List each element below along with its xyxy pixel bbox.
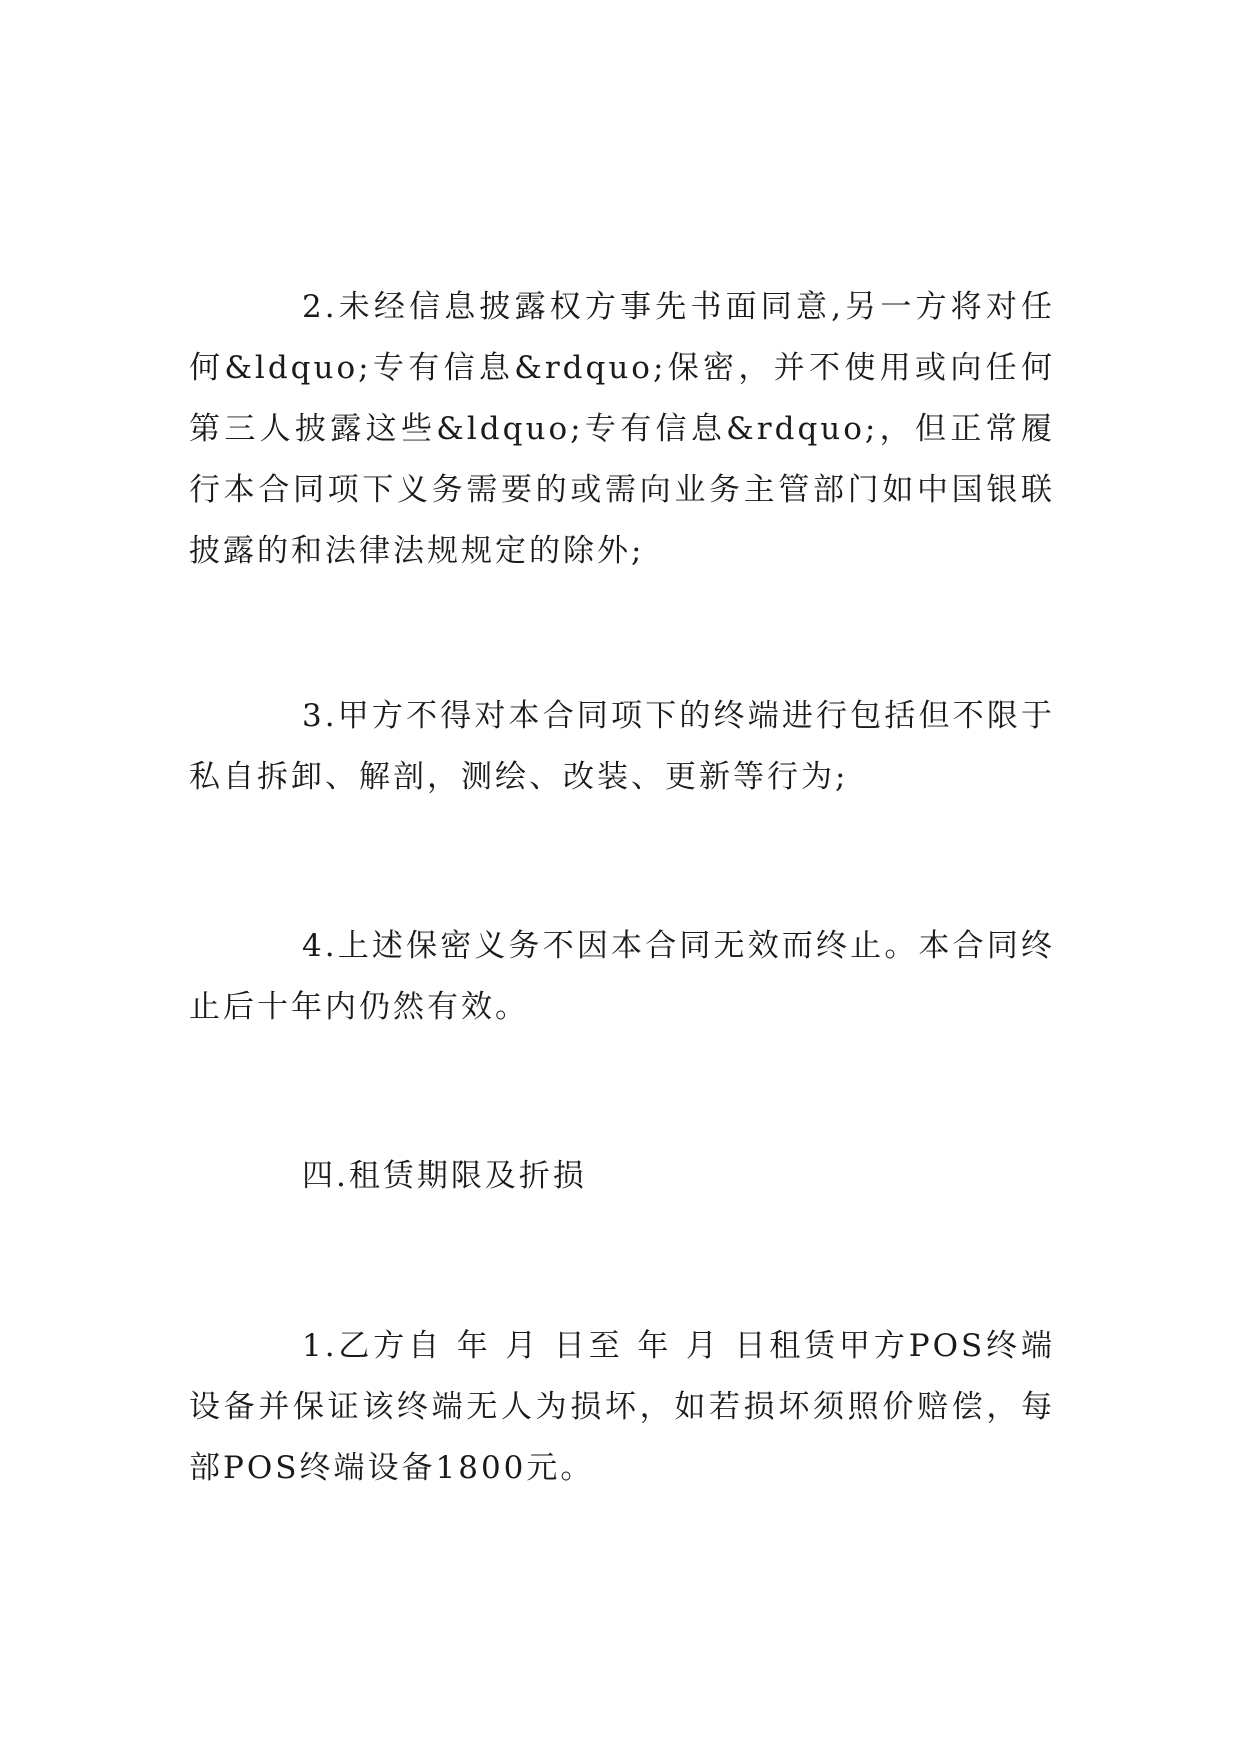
clause-4-confidentiality-duration-paragraph: 4.上述保密义务不因本合同无效而终止。本合同终止后十年内仍然有效。 (189, 928, 1055, 1025)
section-4-heading: 四.租赁期限及折损 (302, 1158, 587, 1194)
lease-term-clause-paragraph: 1.乙方自 年 月 日至 年 月 日租赁甲方POS终端设备并保证该终端无人为损坏，如若损坏须照价赔偿，每部POS终端设备1800元。 (189, 1328, 1055, 1486)
clause-2-confidentiality-paragraph: 2.未经信息披露权方事先书面同意,另一方将对任何&ldquo;专有信息&rdquo;保密，并不使用或向任何第三人披露这些&ldquo;专有信息&rdquo;，但正常履行本合同项下义务需要的或需向业务主管部门如中国银联披露的和法律法规规定的除外; (189, 289, 1055, 569)
clause-3-terminal-restriction-paragraph: 3.甲方不得对本合同项下的终端进行包括但不限于私自拆卸、解剖，测绘、改装、更新等行为; (189, 698, 1055, 795)
